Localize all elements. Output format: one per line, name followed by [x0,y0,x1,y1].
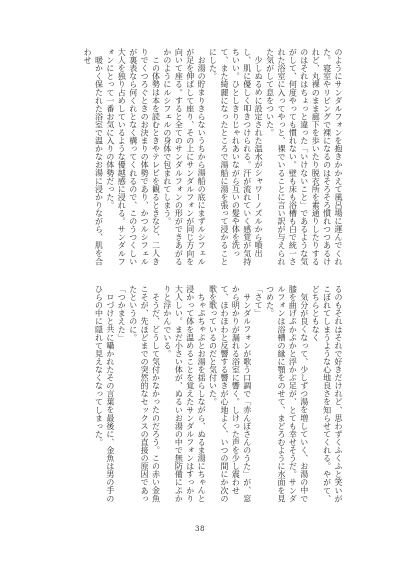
paragraph: 気分が良くなって、少しずつ湯を増していく、お湯の中で膝を曲げぷかぷかと浮かぶ足が、とても幸せそうだ。サンダルフォンは浴槽の縁に顎をのせて、まどろむように水面を見つめた。 [265,285,309,503]
paragraph: 少しぬるめに設定された温水がシャワーノズルから噴出し、肌に優しく叩きつけられる。汗が流れていく感覚が気持ちいい。ひとしきりじゃれあいながら互いの髪や体を洗って、また綺麗になったところで湯船に湯を張って浸かることにした。 [208,48,264,266]
upper-text-block [58,48,344,268]
paragraph: のようにサンダルフォンを抱きかかえて風呂場に運んでくれた。寝室やリビングで裸になるのはそろそろ慣れつつあるけれど、丸裸のまま廊下を歩いたり脱衣所を素通りしたりするのはそれはちょっと違った「いけないこと」であるような気がして、何度やっても慣れない。壁も床も浴槽も白で統一された浴室に入ってやっと、裸でいることに言い訳が与えられた気がして息をついた。 [265,48,343,266]
dialogue-line: 「さて」 [254,285,264,318]
paragraph: ちゃぷちゃぷとお湯を揺らしながら、ぬるま湯にちゃんと浸かって体を温めることを覚えたサンダルフォンはすっかり大人しい。まだ小さい体が、ぬるいお湯の中で無防備にぷかりと浮かんでいる。 [162,285,207,503]
page-number: 38 [195,525,205,533]
lower-text-block [58,285,344,505]
paragraph: るのもそれはそれで好きだけれど、思わずくふくふと笑いがこぼれてしまうような心地良さを知らせてくれる。やがて、どちらともなく [311,285,343,503]
paragraph: そうだ、どうして気付かなかったのだろう。この赤い金魚こそが、先ほどまでの突然的なセックスの直接の原因であったというのに。 [128,285,161,503]
dialogue-line: 「つかまえた」 [117,285,127,342]
paragraph: ロづけと共に囁かれたその言葉を最後に、金魚は男の手のひらの中に隠れて見えなくなってしまった。 [94,285,115,503]
paragraph: お湯の貯まりきらないうちから湯船の底にまずルシフェルが足を伸ばして座り、その上にサンダルフォンが同じ方向を向いて座る。すると全てのサンダルフォンの形ができあがるかのようにルシフェルの身体で包まれてしまう。 [162,48,207,266]
paragraph: サンダルフォンが歌う口調で「赤んぼさんのうた」が、窓から明かりが漏れる浴室に響く。しけった声を少し震わせて、ほわほわと反響する響きが心地よく、いつの間にか次の歌を歌っているのだと気付いた。 [208,285,252,503]
paragraph: 暖かく保たれた浴室で温かなお湯に浸かりながら、肌を合わせ [83,48,104,266]
paragraph: この体勢は本を読むときやテレビを観るときなど、二人きりでくつろぐときのお決まりの体勢であり、かつルシフェルが裏表なら何くれとなく構ってくれるので、このうつくしい大人を独り占めしているような優越感に浸れる。サンダルフォンにとって一番お気に入りの体勢だった。 [105,48,161,266]
